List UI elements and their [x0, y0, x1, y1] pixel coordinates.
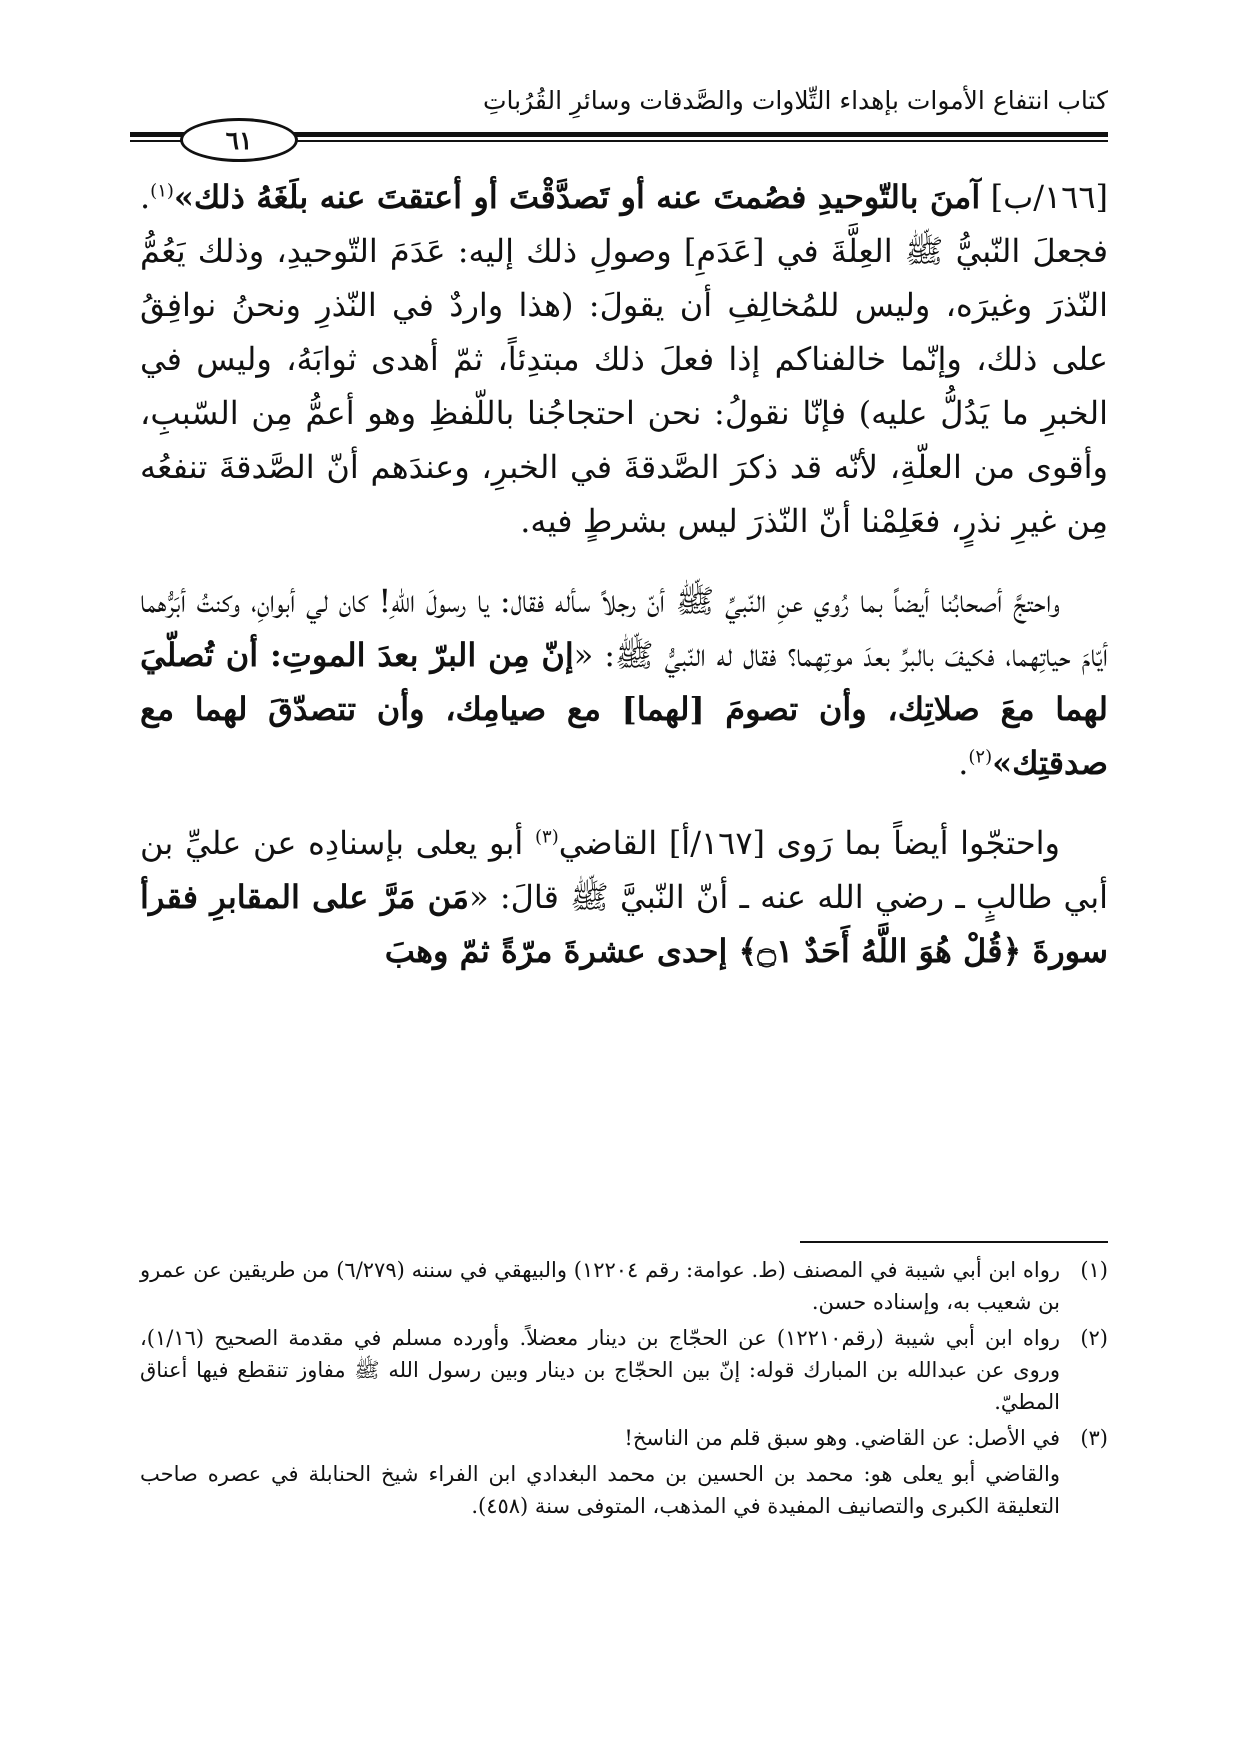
- paragraph-2: [140, 574, 1108, 790]
- footnote-marker[interactable]: (٢): [968, 746, 993, 768]
- hadith-quote: مَن مَرَّ على المقابرِ فقرأ سورةَ ﴿قُلْ هُوَ اللَّهُ أَحَدٌ ۝١﴾ إحدى عشرةَ مرّةً ثمّ وهبَ: [140, 878, 1108, 970]
- footnote-text: رواه ابن أبي شيبة (رقم١٢٢١٠) عن الحجّاج بن دينار معضلاً. وأورده مسلم في مقدمة الصحيح (١/١٦)، وروى عن عبدالله بن المبارك قوله: إنّ بين الحجّاج بن دينار وبين رسول الله ﷺ مفاوز تنقطع فيها أعناق المطيّ.: [140, 1326, 1061, 1414]
- running-title: كتاب انتفاع الأموات بإهداء التِّلاوات والصَّدقات وسائرِ القُرُباتِ: [482, 86, 1108, 115]
- footnote-item: [140, 1422, 1108, 1454]
- hadith-quote: إنّ مِن البرّ بعدَ الموتِ: أن تُصلّيَ لهما معَ صلاتِك، وأن تصومَ [لهما] مع صيامِك، وأن تتصدّقَ لهما مع صدقتِك»: [140, 636, 1108, 782]
- paragraph-3: [140, 816, 1108, 978]
- footnote-marker[interactable]: (٣): [534, 826, 559, 848]
- footnote-continuation: والقاضي أبو يعلى هو: محمد بن الحسين بن محمد البغدادي ابن الفراء شيخ الحنابلة في عصره صاحب التعليقة الكبرى والتصانيف المفيدة في المذهب، المتوفى سنة (٤٥٨).: [140, 1462, 1060, 1518]
- footnote-marker[interactable]: (١): [150, 180, 174, 202]
- paragraph-text: . فجعلَ النّبيُّ ﷺ العِلَّةَ في [عَدَمِ] وصولِ ذلك إليه: عَدَمَ التّوحيدِ، وذلك يَعُمُّ النّذرَ وغيرَه، وليس للمُخالِفِ أن يقولَ: (هذا واردٌ في النّذرِ ونحنُ نوافِقُ على ذلك، وإنّما خالفناكم إذا فعلَ ذلك مبتدِئاً، ثمّ أهدى ثوابَهُ، وليس في الخبرِ ما يَدُلُّ عليه) فإنّا نقولُ: نحن احتجاجُنا باللّفظِ وهو أعمُّ مِن السّببِ، وأقوى من العلّةِ، لأنّه قد ذكرَ الصَّدقةَ في الخبرِ، وعندَهم أنّ الصَّدقةَ تنفعُه مِن غيرِ نذرٍ، فعَلِمْنا أنّ النّذرَ ليس بشرطٍ فيه.: [140, 178, 1108, 540]
- paragraph-text: أبو يعلى بإسنادِه عن عليِّ بن أبي طالبٍ ـ رضي الله عنه ـ أنّ النّبيَّ ﷺ قالَ: «: [140, 824, 1109, 916]
- page-number-oval: [180, 118, 298, 162]
- footnote-number: (٣): [1080, 1426, 1108, 1450]
- footnote-number: (٢): [1080, 1326, 1108, 1350]
- footnote-item: [140, 1322, 1108, 1418]
- paragraph-text: واحتجّوا أيضاً بما رَوى [١٦٧/أ] القاضي: [558, 824, 1061, 862]
- footnote-text: رواه ابن أبي شيبة في المصنف (ط. عوامة: رقم ١٢٢٠٤) والبيهقي في سننه (٦/٢٧٩) من طريقين عن عمرو بن شعيب به، وإسناده حسن.: [140, 1258, 1061, 1314]
- footnote-separator: [800, 1241, 1108, 1243]
- page-number: ٦١: [225, 125, 253, 155]
- footnote-item: [140, 1254, 1108, 1318]
- manuscript-ref: [١٦٦/ب]: [990, 178, 1109, 216]
- paragraph-text: واحتجَّ أصحابُنا أيضاً بما رُوي عنِ النّبيِّ ﷺ أنّ رجلاً سأله فقال: يا رسولَ اللّهِ! كان لي أبوانِ، وكنتُ أبَرُّهما أيّامَ حياتِهما، فكيفَ بالبرِّ بعدَ موتِهما؟ فقال له النّبيُّ ﷺ: «: [140, 582, 1109, 674]
- main-text: [140, 170, 1108, 978]
- footnote-text: في الأصل: عن القاضي. وهو سبق قلم من الناسخ!: [624, 1426, 1060, 1450]
- paragraph-1: [140, 170, 1108, 548]
- hadith-quote: آمنَ بالتّوحيدِ فصُمتَ عنه أو تَصدَّقْتَ أو أعتقتَ عنه بلَغَهُ ذلك»: [173, 178, 981, 216]
- paragraph-text: .: [958, 744, 969, 782]
- footnotes: [140, 1254, 1108, 1522]
- footnote-number: (١): [1080, 1258, 1108, 1282]
